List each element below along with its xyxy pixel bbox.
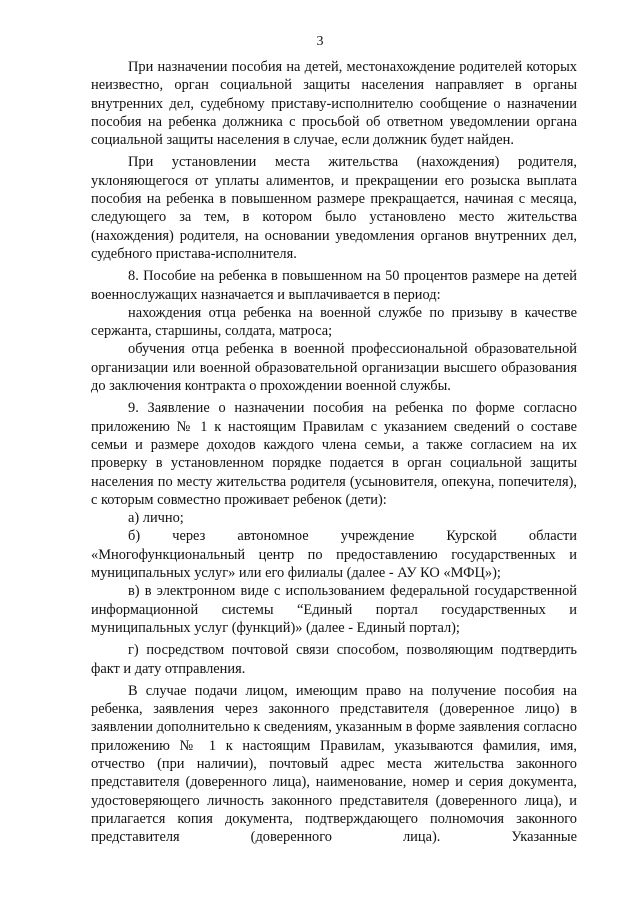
page-number: 3 <box>316 34 324 49</box>
paragraph-9-application: 9. Заявление о назначении пособия на ребенка по форме согласно приложению № 1 к настоящим Правилам с указанием сведений о составе семьи и размере доходов каждого члена семьи, а также согласием на их проверку в установленном порядке подается в орган социальной защиты населения по месту жительства родителя (усыновителя, опекуна, попечителя), с которым совместно проживает ребенок (дети): <box>91 400 577 508</box>
list-item-g-postal: г) посредством почтовой связи способом, позволяющим подтвердить факт и дату отправления. <box>91 642 577 677</box>
paragraph-missing-parents: При назначении пособия на детей, местонахождение родителей которых неизвестно, орган социальной защиты населения направляет в органы внутренних дел, судебному приставу-исполнителю сообщение о назначении пособия на ребенка должника с просьбой об ответном уведомлении органа социальной защиты населения в случае, если должник будет найден. <box>91 59 577 149</box>
paragraph-parent-location-found: При установлении места жительства (нахождения) родителя, уклоняющегося от уплаты алиментов, и прекращении его розыска выплата пособия на ребенка в повышенном размере прекращается, начиная с месяца, следующего за тем, в котором было установлено место жительства (нахождения) родителя, на основании уведомления органов внутренних дел, судебного пристава-исполнителя. <box>91 154 577 262</box>
paragraph-legal-representative: В случае подачи лицом, имеющим право на получение пособия на ребенка, заявления через законного представителя (доверенное лицо) в заявлении дополнительно к сведениям, указанным в форме заявления согласно приложению № 1 к настоящим Правилам, указываются фамилия, имя, отчество (при наличии), почтовый адрес места жительства законного представителя (доверенного лица), наименование, номер и серия документа, удостоверяющего личность законного представителя (доверенного лица), и прилагается копия документа, подтверждающего полномочия законного представителя (доверенного лица). Указанные <box>91 682 577 846</box>
paragraph-8-military-children: 8. Пособие на ребенка в повышенном на 50 процентов размере на детей военнослужащих назначается и выплачивается в период: <box>91 268 577 303</box>
paragraph-father-conscript: нахождения отца ребенка на военной службе по призыву в качестве сержанта, старшины, солдата, матроса; <box>91 304 577 340</box>
list-item-b-mfc: б) через автономное учреждение Курской области «Многофункциональный центр по предоставлению государственных и муниципальных услуг» или его филиалы (далее - АУ КО «МФЦ»); <box>91 528 577 582</box>
document-body <box>91 58 577 850</box>
paragraph-father-military-student: обучения отца ребенка в военной профессиональной образовательной организации или военной образовательной организации высшего образования до заключения контракта о прохождении военной службы. <box>91 341 577 395</box>
list-item-a-in-person: а) лично; <box>128 510 184 527</box>
list-item-v-electronic: в) в электронном виде с использованием федеральной государственной информационной системы “Единый портал государственных и муниципальных услуг (функций)» (далее - Единый портал); <box>91 583 577 636</box>
